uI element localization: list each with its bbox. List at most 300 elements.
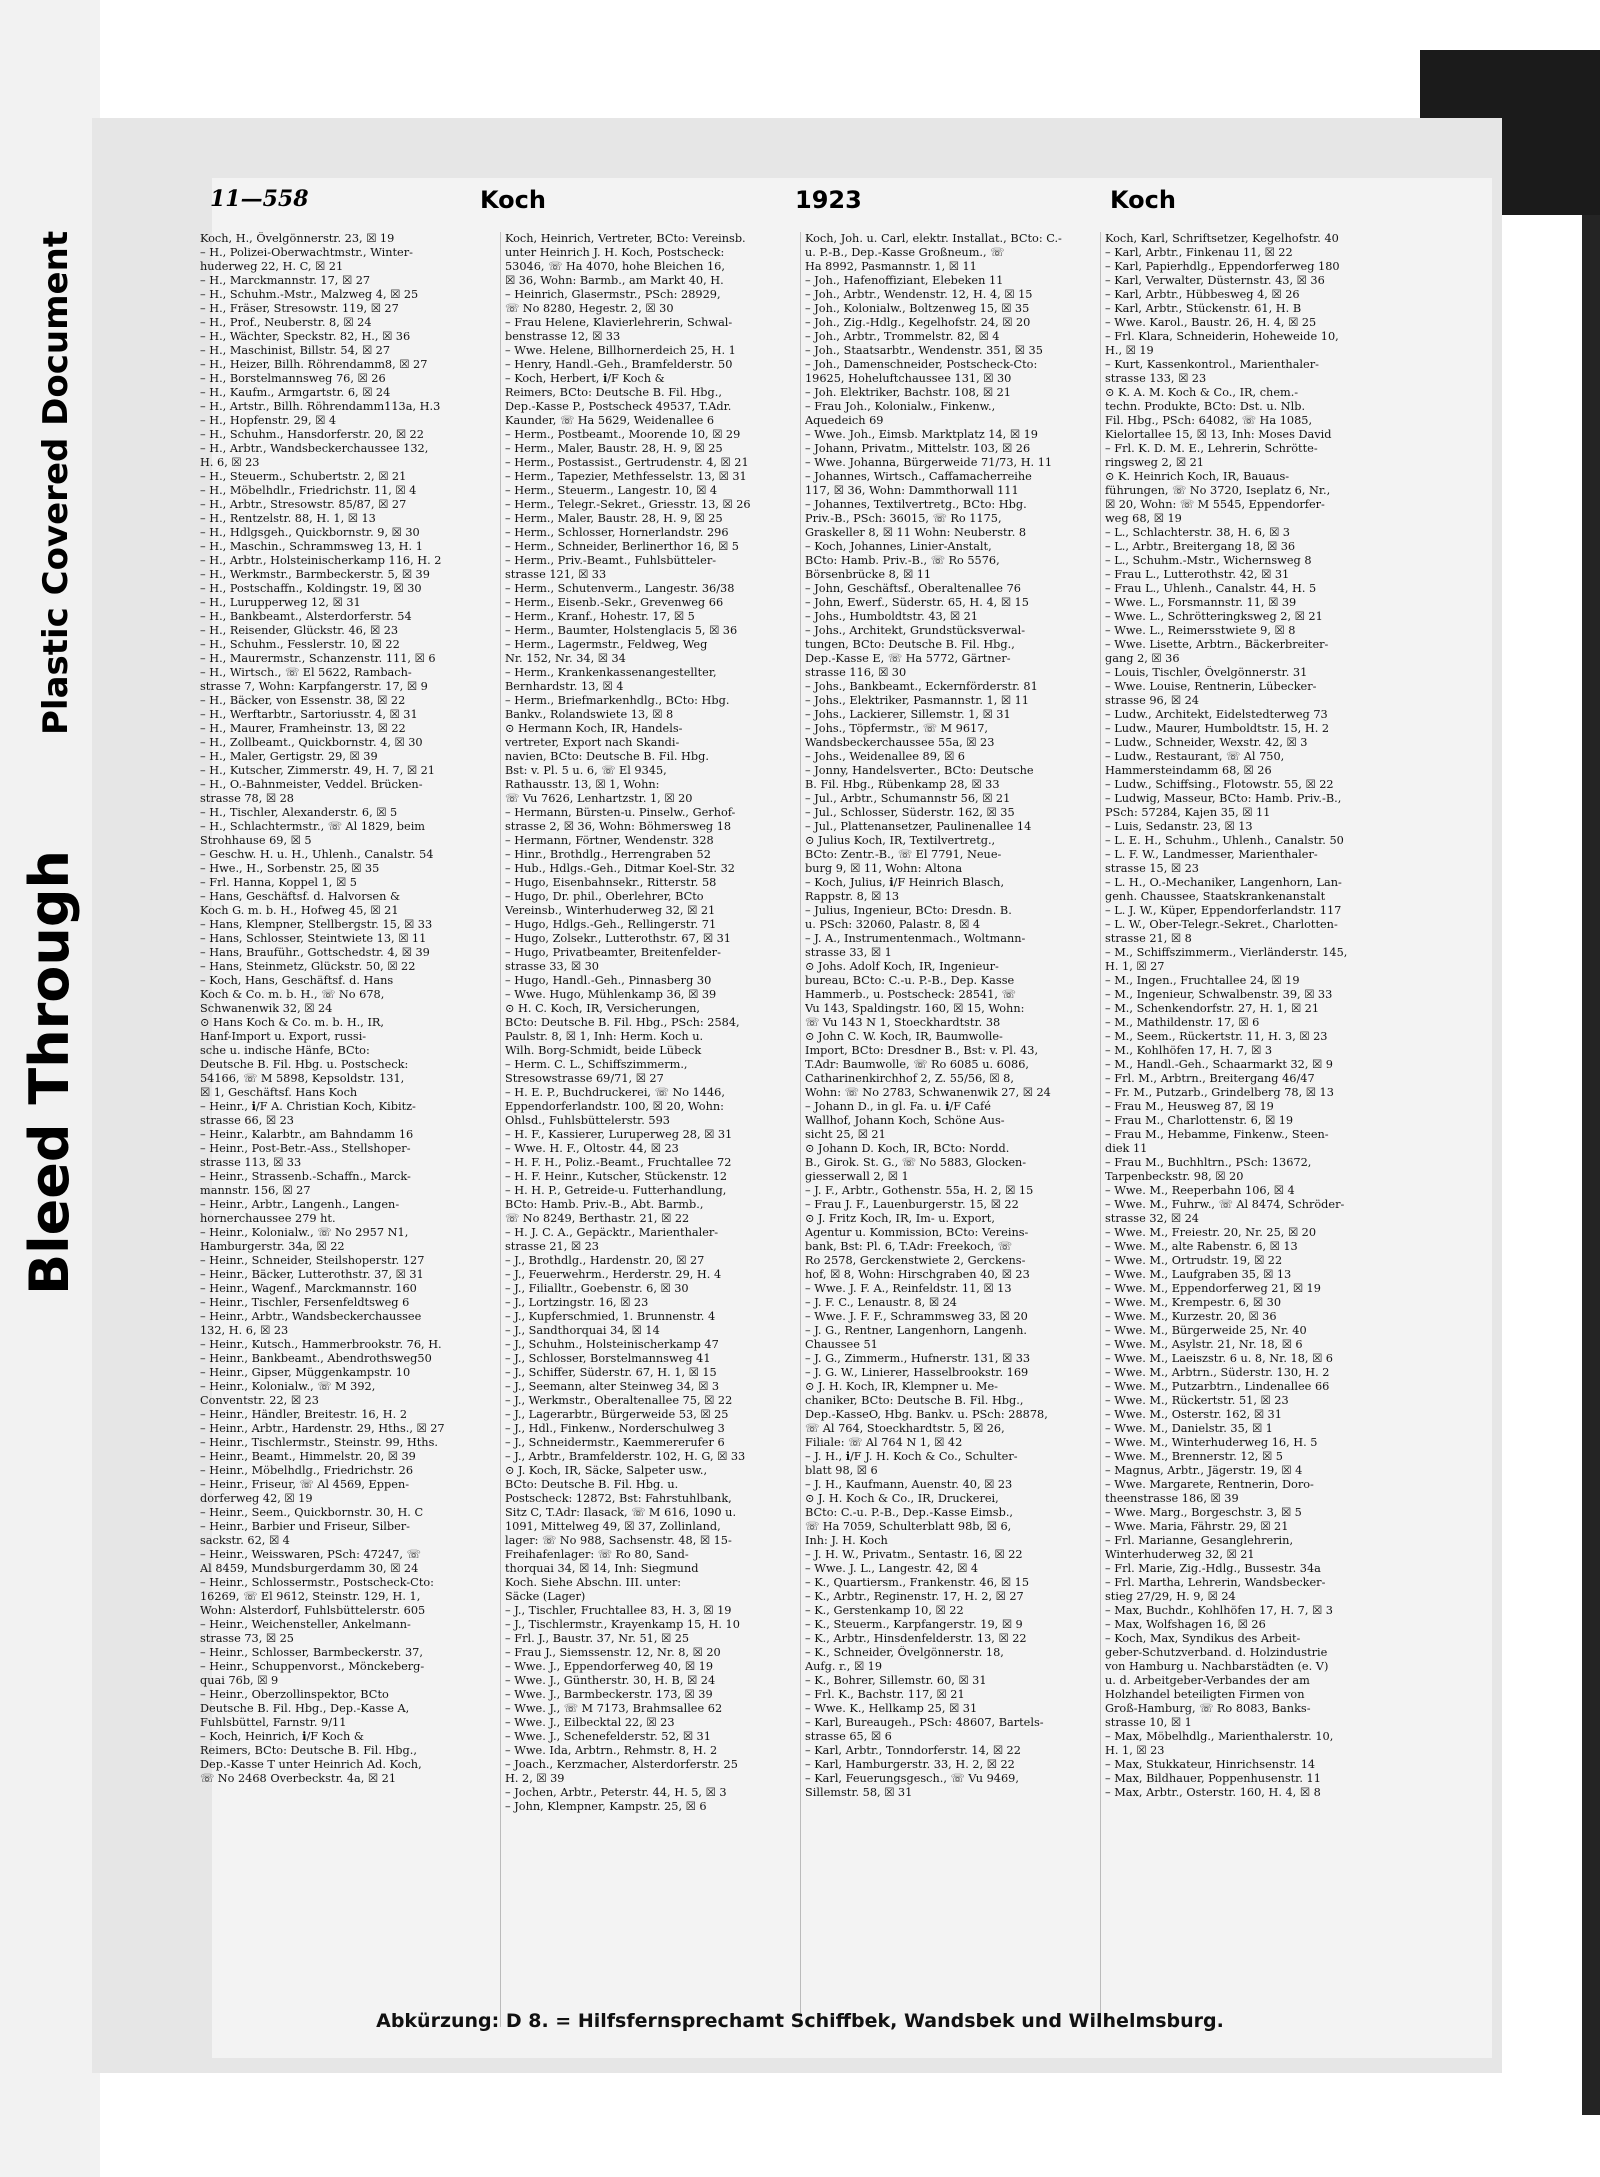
directory-entry: – H., Wächter, Speckstr. 82, H., ☒ 36 (200, 330, 411, 343)
directory-entry: – M., Seem., Rückertstr. 11, H. 3, ☒ 23 (1105, 1030, 1328, 1043)
directory-entry: stieg 27/29, H. 9, ☒ 24 (1105, 1590, 1236, 1603)
directory-entry: Wohn: Alsterdorf, Fuhlsbüttelerstr. 605 (200, 1604, 426, 1617)
directory-entry: – Herm., Steuerm., Langestr. 10, ☒ 4 (505, 484, 718, 497)
directory-entry: Koch, Joh. u. Carl, elektr. Installat., BCto: C.- (805, 232, 1062, 245)
directory-entry: Hamburgerstr. 34a, ☒ 22 (200, 1240, 345, 1253)
directory-entry: – Heinr., Beamt., Himmelstr. 20, ☒ 39 (200, 1450, 416, 1463)
directory-entry: Filiale: ☏ Al 764 N 1, ☒ 42 (805, 1436, 963, 1449)
directory-entry: vertreter, Export nach Skandi- (505, 736, 680, 749)
directory-column-1 (200, 232, 490, 2027)
directory-entry: – Wwe. M., Fuhrw., ☏ Al 8474, Schröder- (1105, 1198, 1345, 1211)
directory-entry: Bst: v. Pl. 5 u. 6, ☏ El 9345, (505, 764, 667, 777)
directory-entry: – K., Bohrer, Sillemstr. 60, ☒ 31 (805, 1674, 987, 1687)
footer-abbreviation-note: Abkürzung: D 8. = Hilfsfernsprechamt Schiffbek, Wandsbek und Wilhelmsburg. (376, 2010, 1224, 2032)
directory-entry: – H., Marckmannstr. 17, ☒ 27 (200, 274, 371, 287)
directory-entry: 16269, ☏ El 9612, Steinstr. 129, H. 1, (200, 1590, 421, 1603)
directory-entry: – H., Wirtsch., ☏ El 5622, Rambach- (200, 666, 412, 679)
directory-entry: Inh: J. H. Koch (805, 1534, 888, 1547)
directory-entry: strasse 15, ☒ 23 (1105, 862, 1199, 875)
directory-entry: Chaussee 51 (805, 1338, 878, 1351)
directory-column-4 (1100, 232, 1390, 2027)
directory-entry: – Fr. M., Putzarb., Grindelberg 78, ☒ 13 (1105, 1086, 1334, 1099)
directory-entry: – K., Schneider, Övelgönnerstr. 18, (805, 1646, 1004, 1659)
scan-shadow-right-edge (1582, 215, 1600, 2115)
directory-entry: ⊙ Hermann Koch, IR, Handels- (505, 722, 683, 735)
directory-entry: – Heinr., Kolonialw., ☏ M 392, (200, 1380, 376, 1393)
directory-entry: – H., Kutscher, Zimmerstr. 49, H. 7, ☒ 21 (200, 764, 435, 777)
directory-entry: – Johs., Weidenallee 89, ☒ 6 (805, 750, 965, 763)
directory-entry: – H. J. C. A., Gepäcktr., Marienthaler- (505, 1226, 719, 1239)
directory-entry: – Jochen, Arbtr., Peterstr. 44, H. 5, ☒ 3 (505, 1786, 727, 1799)
directory-entry: – Herm., Briefmarkenhdlg., BCto: Hbg. (505, 694, 730, 707)
directory-entry: – Heinr., Strassenb.-Schaffn., Marck- (200, 1170, 411, 1183)
directory-entry: hof, ☒ 8, Wohn: Hirschgraben 40, ☒ 23 (805, 1268, 1030, 1281)
directory-entry: Bernhardstr. 13, ☒ 4 (505, 680, 624, 693)
directory-entry: ⊙ Johs. Adolf Koch, IR, Ingenieur- (805, 960, 999, 973)
header-right-word: Koch (1110, 186, 1176, 214)
directory-entry: – Hugo, Privatbeamter, Breitenfelder- (505, 946, 721, 959)
directory-entry: ☏ No 8249, Berthastr. 21, ☒ 22 (505, 1212, 690, 1225)
directory-entry: PSch: 57284, Kajen 35, ☒ 11 (1105, 806, 1271, 819)
directory-entry: – K., Gerstenkamp 10, ☒ 22 (805, 1604, 964, 1617)
directory-entry: – J., Kupferschmied, 1. Brunnenstr. 4 (505, 1310, 716, 1323)
directory-entry: – Koch, Hans, Geschäftsf. d. Hans (200, 974, 394, 987)
directory-entry: – Heinr., Bäcker, Lutterothstr. 37, ☒ 31 (200, 1268, 424, 1281)
directory-entry: sackstr. 62, ☒ 4 (200, 1534, 290, 1547)
directory-entry: H., ☒ 19 (1105, 344, 1154, 357)
directory-entry: 19625, Hoheluftchaussee 131, ☒ 30 (805, 372, 1012, 385)
directory-entry: – Wwe. M., Brennerstr. 12, ☒ 5 (1105, 1450, 1283, 1463)
directory-entry: – Wwe. M., Laufgraben 35, ☒ 13 (1105, 1268, 1292, 1281)
directory-entry: Deutsche B. Fil. Hbg., Dep.-Kasse A, (200, 1702, 410, 1715)
directory-entry: – J., Brothdlg., Hardenstr. 20, ☒ 27 (505, 1254, 705, 1267)
directory-entry: – L. E. H., Schuhm., Uhlenh., Canalstr. 50 (1105, 834, 1344, 847)
header-year: 1923 (795, 186, 862, 214)
directory-entry: – Wwe. J. L., Langestr. 42, ☒ 4 (805, 1562, 979, 1575)
directory-entry: – Heinr., Schneider, Steilshoperstr. 127 (200, 1254, 425, 1267)
directory-entry: – Koch, Julius, ℹ/F Heinrich Blasch, (805, 876, 1005, 889)
directory-entry: – H., Polizei-Oberwachtmstr., Winter- (200, 246, 413, 259)
directory-entry: – Herm., Tapezier, Methfesselstr. 13, ☒ 31 (505, 470, 747, 483)
directory-entry: Hammersteindamm 68, ☒ 26 (1105, 764, 1272, 777)
directory-entry: – Wwe. M., Krempestr. 6, ☒ 30 (1105, 1296, 1282, 1309)
directory-entry: – Herm., Maler, Baustr. 28, H. 9, ☒ 25 (505, 512, 723, 525)
directory-entry: – Heinr., Händler, Breitestr. 16, H. 2 (200, 1408, 408, 1421)
directory-entry: – Wwe. M., Asylstr. 21, Nr. 18, ☒ 6 (1105, 1338, 1303, 1351)
directory-entry: – Johannes, Textilvertretg., BCto: Hbg. (805, 498, 1027, 511)
directory-entry: – Johannes, Wirtsch., Caffamacherreihe (805, 470, 1032, 483)
directory-entry: ☏ Al 764, Stoeckhardtstr. 5, ☒ 26, (805, 1422, 1005, 1435)
directory-entry: – Johs., Lackierer, Sillemstr. 1, ☒ 31 (805, 708, 1011, 721)
directory-entry: führungen, ☏ No 3720, Iseplatz 6, Nr., (1105, 484, 1331, 497)
directory-entry: – Heinr., Weisswaren, PSch: 47247, ☏ (200, 1548, 421, 1561)
directory-entry: – Julius, Ingenieur, BCto: Dresdn. B. (805, 904, 1012, 917)
directory-entry: H. 1, ☒ 23 (1105, 1744, 1165, 1757)
directory-entry: Wallhof, Johann Koch, Schöne Aus- (805, 1114, 1005, 1127)
directory-entry: ⊙ Julius Koch, IR, Textilvertretg., (805, 834, 996, 847)
directory-entry: – Johs., Töpfermstr., ☏ M 9617, (805, 722, 989, 735)
directory-entry: 117, ☒ 36, Wohn: Dammthorwall 111 (805, 484, 1019, 497)
directory-entry: sicht 25, ☒ 21 (805, 1128, 886, 1141)
directory-entry: H. 1, ☒ 27 (1105, 960, 1165, 973)
directory-entry: Dep.-Kasse T unter Heinrich Ad. Koch, (200, 1758, 422, 1771)
directory-entry: – Johann, Privatm., Mittelstr. 103, ☒ 26 (805, 442, 1031, 455)
directory-entry: – Koch, Herbert, ℹ/F Koch & (505, 372, 665, 385)
directory-entry: – Karl, Arbtr., Tonndorferstr. 14, ☒ 22 (805, 1744, 1021, 1757)
directory-entry: – Frl. K. D. M. E., Lehrerin, Schrötte- (1105, 442, 1318, 455)
directory-entry: – Wwe. K., Hellkamp 25, ☒ 31 (805, 1702, 978, 1715)
directory-entry: strasse 96, ☒ 24 (1105, 694, 1199, 707)
directory-entry: Groß-Hamburg, ☏ Ro 8083, Banks- (1105, 1702, 1311, 1715)
directory-entry: – Frl. Klara, Schneiderin, Hoheweide 10, (1105, 330, 1339, 343)
directory-entry: – H., Maschin., Schrammsweg 13, H. 1 (200, 540, 423, 553)
directory-entry: – Heinr., Gipser, Müggenkampstr. 10 (200, 1366, 411, 1379)
directory-entry: – Koch, Heinrich, ℹ/F Koch & (200, 1730, 364, 1743)
directory-entry: – H., Arbtr., Wandsbeckerchaussee 132, (200, 442, 429, 455)
directory-entry: ☏ No 2468 Overbeckstr. 4a, ☒ 21 (200, 1772, 397, 1785)
directory-entry: ⊙ J. Fritz Koch, IR, Im- u. Export, (805, 1212, 995, 1225)
directory-entry: Koch, Heinrich, Vertreter, BCto: Vereinsb. (505, 232, 746, 245)
directory-entry: Börsenbrücke 8, ☒ 11 (805, 568, 932, 581)
directory-entry: Dep.-Kasse E, ☏ Ha 5772, Gärtner- (805, 652, 1011, 665)
directory-entry: H. 2, ☒ 39 (505, 1772, 565, 1785)
directory-entry: – H., Zollbeamt., Quickbornstr. 4, ☒ 30 (200, 736, 423, 749)
directory-entry: – Wwe. H. F., Oltostr. 44, ☒ 23 (505, 1142, 679, 1155)
directory-entry: strasse 133, ☒ 23 (1105, 372, 1207, 385)
directory-entry: – Wwe. M., Osterstr. 162, ☒ 31 (1105, 1408, 1282, 1421)
directory-entry: – Herm., Telegr.-Sekret., Griesstr. 13, ☒ 26 (505, 498, 751, 511)
directory-entry: – Karl, Papierhdlg., Eppendorferweg 180 (1105, 260, 1340, 273)
directory-entry: Dep.-KasseO, Hbg. Bankv. u. PSch: 28878, (805, 1408, 1048, 1421)
side-label-bleed-through: Bleed Through (18, 850, 81, 1295)
directory-entry: Sitz C, T.Adr: Ilasack, ☏ M 616, 1090 u. (505, 1506, 737, 1519)
directory-entry: geber-Schutzverband. d. Holzindustrie (1105, 1646, 1328, 1659)
directory-entry: ⊙ John C. W. Koch, IR, Baumwolle- (805, 1030, 1003, 1043)
directory-entry: Bankv., Rolandswiete 13, ☒ 8 (505, 708, 674, 721)
directory-entry: benstrasse 12, ☒ 33 (505, 330, 621, 343)
directory-entry: – Wwe. M., Arbtrn., Süderstr. 130, H. 2 (1105, 1366, 1330, 1379)
directory-entry: – H., Arbtr., Stresowstr. 85/87, ☒ 27 (200, 498, 407, 511)
directory-entry: – Johann D., in gl. Fa. u. ℹ/F Café (805, 1100, 991, 1113)
directory-entry: – Heinrich, Glasermstr., PSch: 28929, (505, 288, 721, 301)
directory-entry: ⊙ K. Heinrich Koch, IR, Bauaus- (1105, 470, 1290, 483)
directory-entry: – Hans, Geschäftsf. d. Halvorsen & (200, 890, 401, 903)
directory-entry: – Wwe. Lisette, Arbtrn., Bäckerbreiter- (1105, 638, 1329, 651)
directory-entry: Import, BCto: Dresdner B., Bst: v. Pl. 43, (805, 1044, 1039, 1057)
directory-entry: – Heinr., Bankbeamt., Abendrothsweg50 (200, 1352, 432, 1365)
directory-entry: u. PSch: 32060, Palastr. 8, ☒ 4 (805, 918, 981, 931)
directory-entry: – H., Artstr., Billh. Röhrendamm113a, H.3 (200, 400, 441, 413)
directory-entry: – Wwe. J. F. F., Schrammsweg 33, ☒ 20 (805, 1310, 1028, 1323)
directory-column-2 (500, 232, 790, 2027)
directory-entry: – John, Klempner, Kampstr. 25, ☒ 6 (505, 1800, 707, 1813)
directory-entry: – K., Arbtr., Hinsdenfelderstr. 13, ☒ 22 (805, 1632, 1027, 1645)
directory-entry: – Joh., Staatsarbtr., Wendenstr. 351, ☒ 35 (805, 344, 1043, 357)
directory-entry: – J. F., Arbtr., Gothenstr. 55a, H. 2, ☒ 15 (805, 1184, 1034, 1197)
directory-entry: – Ludw., Architekt, Eidelstedterweg 73 (1105, 708, 1328, 721)
directory-entry: – Wwe. M., Kurzestr. 20, ☒ 36 (1105, 1310, 1277, 1323)
directory-column-3 (800, 232, 1090, 2027)
directory-entry: – L., Arbtr., Breitergang 18, ☒ 36 (1105, 540, 1296, 553)
directory-entry: – H., Hdlgsgeh., Quickbornstr. 9, ☒ 30 (200, 526, 420, 539)
directory-entry: – Max, Wolfshagen 16, ☒ 26 (1105, 1618, 1266, 1631)
directory-entry: – J. G., Rentner, Langenhorn, Langenh. (805, 1324, 1027, 1337)
directory-entry: – Hinr., Brothdlg., Herrengraben 52 (505, 848, 711, 861)
directory-entry: – M., Mathildenstr. 17, ☒ 6 (1105, 1016, 1260, 1029)
directory-entry: BCto: Hamb. Priv.-B., Abt. Barmb., (505, 1198, 704, 1211)
directory-entry: – Hermann, Bürsten-u. Pinselw., Gerhof- (505, 806, 736, 819)
directory-entry: – Johs., Humboldtstr. 43, ☒ 21 (805, 610, 978, 623)
directory-entry: – Joach., Kerzmacher, Alsterdorferstr. 25 (505, 1758, 738, 1771)
directory-entry: – Wwe. J., Schenefelderstr. 52, ☒ 31 (505, 1730, 711, 1743)
directory-entry: – H., Schuhm., Hansdorferstr. 20, ☒ 22 (200, 428, 424, 441)
directory-entry: – Herm., Krankenkassenangestellter, (505, 666, 717, 679)
directory-entry: BCto: Deutsche B. Fil. Hbg. u. (505, 1478, 679, 1491)
directory-entry: – J. F. C., Lenaustr. 8, ☒ 24 (805, 1296, 957, 1309)
directory-entry: – K., Quartiersm., Frankenstr. 46, ☒ 15 (805, 1576, 1030, 1589)
directory-entry: – L. F. W., Landmesser, Marienthaler- (1105, 848, 1318, 861)
directory-entry: ☏ Vu 7626, Lenhartzstr. 1, ☒ 20 (505, 792, 693, 805)
directory-entry: Koch, Karl, Schriftsetzer, Kegelhofstr. 40 (1105, 232, 1339, 245)
directory-entry: – Joh. Elektriker, Bachstr. 108, ☒ 21 (805, 386, 1011, 399)
directory-entry: – Geschw. H. u. H., Uhlenh., Canalstr. 54 (200, 848, 434, 861)
directory-entry: – Frau J. F., Lauenburgerstr. 15, ☒ 22 (805, 1198, 1019, 1211)
directory-entry: – J., Lortzingstr. 16, ☒ 23 (505, 1296, 649, 1309)
directory-entry: quai 76b, ☒ 9 (200, 1674, 279, 1687)
directory-entry: – Herm., Baumter, Holstenglacis 5, ☒ 36 (505, 624, 738, 637)
header-left-word: Koch (480, 186, 546, 214)
directory-entry: strasse 32, ☒ 24 (1105, 1212, 1199, 1225)
directory-entry: 1091, Mittelweg 49, ☒ 37, Zollinland, (505, 1520, 721, 1533)
directory-entry: Aquedeich 69 (805, 414, 884, 427)
directory-entry: – H. F. Heinr., Kutscher, Stückenstr. 12 (505, 1170, 728, 1183)
directory-entry: ☏ No 8280, Hegestr. 2, ☒ 30 (505, 302, 674, 315)
directory-entry: Priv.-B., PSch: 36015, ☏ Ro 1175, (805, 512, 1002, 525)
directory-entry: strasse 66, ☒ 23 (200, 1114, 294, 1127)
directory-entry: diek 11 (1105, 1142, 1148, 1155)
directory-entry: Wilh. Borg-Schmidt, beide Lübeck (505, 1044, 702, 1057)
directory-entry: – Joh., Arbtr., Trommelstr. 82, ☒ 4 (805, 330, 1000, 343)
directory-entry: – Frau Helene, Klavierlehrerin, Schwal- (505, 316, 733, 329)
directory-entry: – Hub., Hdlgs.-Geh., Ditmar Koel-Str. 32 (505, 862, 735, 875)
directory-entry: 132, H. 6, ☒ 23 (200, 1324, 289, 1337)
directory-entry: – H., Maschinist, Billstr. 54, ☒ 27 (200, 344, 391, 357)
directory-entry: – Heinr., Wagenf., Marckmannstr. 160 (200, 1282, 417, 1295)
directory-entry: – John, Geschäftsf., Oberaltenallee 76 (805, 582, 1021, 595)
directory-entry: chaniker, BCto: Deutsche B. Fil. Hbg., (805, 1394, 1024, 1407)
directory-entry: – Heinr., Barbier und Friseur, Silber- (200, 1520, 410, 1533)
directory-entry: – Ludw., Schiffsing., Flotowstr. 55, ☒ 22 (1105, 778, 1334, 791)
directory-entry: – Heinr., ℹ/F A. Christian Koch, Kibitz- (200, 1100, 416, 1113)
directory-entry: thorquai 34, ☒ 14, Inh: Siegmund (505, 1562, 699, 1575)
directory-entry: BCto: Zentr.-B., ☏ El 7791, Neue- (805, 848, 1002, 861)
directory-entry: Agentur u. Kommission, BCto: Vereins- (805, 1226, 1029, 1239)
directory-entry: – Herm., Priv.-Beamt., Fuhlsbütteler- (505, 554, 717, 567)
directory-entry: – H., Borstelmannsweg 76, ☒ 26 (200, 372, 386, 385)
directory-entry: – H., Möbelhdlr., Friedrichstr. 11, ☒ 4 (200, 484, 417, 497)
directory-entry: – Herm., Schutenverm., Langestr. 36/38 (505, 582, 735, 595)
directory-entry: – Jul., Arbtr., Schumannstr 56, ☒ 21 (805, 792, 1011, 805)
directory-entry: – Heinr., Arbtr., Hardenstr. 29, Hths., ☒ 27 (200, 1422, 445, 1435)
directory-entry: – Wwe. M., Freiestr. 20, Nr. 25, ☒ 20 (1105, 1226, 1317, 1239)
directory-entry: B., Girok. St. G., ☏ No 5883, Glocken- (805, 1156, 1027, 1169)
directory-entry: – H., Hopfenstr. 29, ☒ 4 (200, 414, 337, 427)
directory-entry: – John, Ewerf., Süderstr. 65, H. 4, ☒ 15 (805, 596, 1029, 609)
directory-entry: Reimers, BCto: Deutsche B. Fil. Hbg., (505, 386, 722, 399)
directory-entry: BCto: Hamb. Priv.-B., ☏ Ro 5576, (805, 554, 1000, 567)
directory-entry: H. 6, ☒ 23 (200, 456, 260, 469)
directory-entry: – K., Steuerm., Karpfangerstr. 19, ☒ 9 (805, 1618, 1023, 1631)
directory-entry: Koch G. m. b. H., Hofweg 45, ☒ 21 (200, 904, 399, 917)
directory-entry: – Frau Joh., Kolonialw., Finkenw., (805, 400, 996, 413)
directory-entry: ⊙ Johann D. Koch, IR, BCto: Nordd. (805, 1142, 1010, 1155)
directory-entry: – Wwe. Louise, Rentnerin, Lübecker- (1105, 680, 1317, 693)
directory-entry: – J., Schneidermstr., Kaemmererufer 6 (505, 1436, 725, 1449)
directory-entry: – Frau M., Heusweg 87, ☒ 19 (1105, 1100, 1274, 1113)
directory-entry: – M., Ingen., Fruchtallee 24, ☒ 19 (1105, 974, 1300, 987)
directory-entry: – J., Tischlermstr., Krayenkamp 15, H. 10 (505, 1618, 740, 1631)
directory-entry: – Hans, Brauführ., Gottschedstr. 4, ☒ 39 (200, 946, 430, 959)
directory-entry: Vu 143, Spaldingstr. 160, ☒ 15, Wohn: (805, 1002, 1025, 1015)
directory-entry: Rappstr. 8, ☒ 13 (805, 890, 900, 903)
directory-entry: – Wwe. M., Eppendorferweg 21, ☒ 19 (1105, 1282, 1321, 1295)
directory-entry: – H. F., Kassierer, Luruperweg 28, ☒ 31 (505, 1128, 733, 1141)
directory-entry: – J., Hdl., Finkenw., Norderschulweg 3 (505, 1422, 725, 1435)
directory-entry: – Wwe. L., Schrötteringksweg 2, ☒ 21 (1105, 610, 1323, 623)
directory-entry: – H. F. H., Poliz.-Beamt., Fruchtallee 72 (505, 1156, 732, 1169)
directory-entry: strasse 65, ☒ 6 (805, 1730, 892, 1743)
directory-entry: – Karl, Bureaugeh., PSch: 48607, Bartels- (805, 1716, 1044, 1729)
directory-entry: – L. W., Ober-Telegr.-Sekret., Charlotten- (1105, 918, 1338, 931)
directory-entry: – Frau L., Uhlenh., Canalstr. 44, H. 5 (1105, 582, 1317, 595)
directory-entry: – H., Werkmstr., Barmbeckerstr. 5, ☒ 39 (200, 568, 430, 581)
directory-columns (200, 232, 1390, 2027)
directory-entry: strasse 33, ☒ 1 (805, 946, 892, 959)
directory-entry: BCto: C.-u. P.-B., Dep.-Kasse Eimsb., (805, 1506, 1014, 1519)
directory-entry: Freihafenlager: ☏ Ro 80, Sand- (505, 1548, 689, 1561)
directory-entry: Koch, H., Övelgönnerstr. 23, ☒ 19 (200, 232, 395, 245)
directory-entry: – Karl, Arbtr., Finkenau 11, ☒ 22 (1105, 246, 1293, 259)
directory-entry: Hammerb., u. Postscheck: 28541, ☏ (805, 988, 1016, 1001)
directory-entry: – Max, Möbelhdlg., Marienthalerstr. 10, (1105, 1730, 1334, 1743)
directory-entry: – H., Maurer, Framheinstr. 13, ☒ 22 (200, 722, 406, 735)
directory-entry: Al 8459, Mundsburgerdamm 30, ☒ 24 (200, 1562, 419, 1575)
directory-entry: – L., Schlachterstr. 38, H. 6, ☒ 3 (1105, 526, 1290, 539)
directory-entry: ☒ 20, Wohn: ☏ M 5545, Eppendorfer- (1105, 498, 1325, 511)
directory-entry: Deutsche B. Fil. Hbg. u. Postscheck: (200, 1058, 409, 1071)
directory-entry: – Wwe. M., Reeperbahn 106, ☒ 4 (1105, 1184, 1295, 1197)
directory-entry: – H., Schlachtermstr., ☏ Al 1829, beim (200, 820, 426, 833)
directory-entry: – Wwe. J., Eilbecktal 22, ☒ 23 (505, 1716, 675, 1729)
directory-entry: – J., Tischler, Fruchtallee 83, H. 3, ☒ 19 (505, 1604, 732, 1617)
directory-entry: – Max, Buchdr., Kohlhöfen 17, H. 7, ☒ 3 (1105, 1604, 1333, 1617)
directory-entry: – Frau M., Hebamme, Finkenw., Steen- (1105, 1128, 1329, 1141)
directory-entry: – H., Schuhm., Fesslerstr. 10, ☒ 22 (200, 638, 400, 651)
directory-entry: – Heinr., Kolonialw., ☏ No 2957 N1, (200, 1226, 409, 1239)
directory-entry: 54166, ☏ M 5898, Kepsoldstr. 131, (200, 1072, 405, 1085)
directory-entry: – J., Feuerwehrm., Herderstr. 29, H. 4 (505, 1268, 722, 1281)
directory-entry: – M., Handl.-Geh., Schaarmarkt 32, ☒ 9 (1105, 1058, 1333, 1071)
directory-entry: ⊙ J. Koch, IR, Säcke, Salpeter usw., (505, 1464, 708, 1477)
directory-entry: – Hans, Schlosser, Steintwiete 13, ☒ 11 (200, 932, 427, 945)
directory-entry: – Wwe. J., Güntherstr. 30, H. B, ☒ 24 (505, 1674, 716, 1687)
directory-entry: – Heinr., Weichensteller, Ankelmann- (200, 1618, 411, 1631)
directory-entry: – Max, Bildhauer, Poppenhusenstr. 11 (1105, 1772, 1321, 1785)
directory-entry: – H., Lurupperweg 12, ☒ 31 (200, 596, 361, 609)
directory-entry: 53046, ☏ Ha 4070, hohe Bleichen 16, (505, 260, 725, 273)
directory-entry: Aufg. r., ☒ 19 (805, 1660, 883, 1673)
directory-entry: – Wwe. M., Ortrudstr. 19, ☒ 22 (1105, 1254, 1283, 1267)
directory-entry: Catharinenkirchhof 2, Z. 55/56, ☒ 8, (805, 1072, 1014, 1085)
directory-entry: – Karl, Verwalter, Düsternstr. 43, ☒ 36 (1105, 274, 1325, 287)
directory-entry: mannstr. 156, ☒ 27 (200, 1184, 311, 1197)
page-header (210, 180, 1390, 225)
directory-entry: – Wwe. M., Putzarbtrn., Lindenallee 66 (1105, 1380, 1330, 1393)
directory-entry: – Wwe. Hugo, Mühlenkamp 36, ☒ 39 (505, 988, 717, 1001)
directory-entry: strasse 21, ☒ 23 (505, 1240, 599, 1253)
directory-entry: ☏ Ha 7059, Schulterblatt 98b, ☒ 6, (805, 1520, 1012, 1533)
directory-entry: – Wwe. Johanna, Bürgerweide 71/73, H. 11 (805, 456, 1053, 469)
directory-entry: ⊙ H. C. Koch, IR, Versicherungen, (505, 1002, 701, 1015)
directory-entry: – Frau M., Buchhltrn., PSch: 13672, (1105, 1156, 1312, 1169)
directory-entry: – Hwe., H., Sorbenstr. 25, ☒ 35 (200, 862, 380, 875)
directory-entry: – J., Seemann, alter Steinweg 34, ☒ 3 (505, 1380, 720, 1393)
directory-entry: – Wwe. J., Barmbeckerstr. 173, ☒ 39 (505, 1688, 713, 1701)
directory-entry: – H., Maler, Gertigstr. 29, ☒ 39 (200, 750, 378, 763)
directory-entry: – Heinr., Möbelhdlg., Friedrichstr. 26 (200, 1464, 414, 1477)
directory-entry: – Heinr., Tischler, Fersenfeldtsweg 6 (200, 1296, 410, 1309)
directory-entry: – Henry, Handl.-Geh., Bramfelderstr. 50 (505, 358, 733, 371)
directory-entry: Fuhlsbüttel, Farnstr. 9/11 (200, 1716, 347, 1729)
directory-entry: – Hermann, Förtner, Wendenstr. 328 (505, 834, 714, 847)
directory-entry: – Joh., Hafenoffiziant, Elebeken 11 (805, 274, 1004, 287)
directory-entry: – Frl. Marie, Zig.-Hdlg., Bussestr. 34a (1105, 1562, 1321, 1575)
directory-entry: – H., Heizer, Billh. Röhrendamm8, ☒ 27 (200, 358, 428, 371)
directory-entry: – Joh., Zig.-Hdlg., Kegelhofstr. 24, ☒ 20 (805, 316, 1031, 329)
directory-entry: – Joh., Arbtr., Wendenstr. 12, H. 4, ☒ 15 (805, 288, 1033, 301)
directory-entry: – Koch, Max, Syndikus des Arbeit- (1105, 1632, 1301, 1645)
directory-entry: – M., Ingenieur, Schwalbenstr. 39, ☒ 33 (1105, 988, 1333, 1001)
directory-entry: – L. J. W., Küper, Eppendorferlandstr. 117 (1105, 904, 1342, 917)
directory-entry: blatt 98, ☒ 6 (805, 1464, 878, 1477)
directory-entry: Conventstr. 22, ☒ 23 (200, 1394, 319, 1407)
directory-entry: – J., Schiffer, Süderstr. 67, H. 1, ☒ 15 (505, 1366, 717, 1379)
directory-entry: sche u. indische Hänfe, BCto: (200, 1044, 370, 1057)
directory-entry: – Hugo, Hdlgs.-Geh., Rellingerstr. 71 (505, 918, 717, 931)
directory-entry: – Wwe. M., Laeiszstr. 6 u. 8, Nr. 18, ☒ 6 (1105, 1352, 1333, 1365)
directory-entry: – J., Werkmstr., Oberaltenallee 75, ☒ 22 (505, 1394, 733, 1407)
directory-entry: – H., Schuhm.-Mstr., Malzweg 4, ☒ 25 (200, 288, 419, 301)
directory-entry: bureau, BCto: C.-u. P.-B., Dep. Kasse (805, 974, 1015, 987)
directory-entry: – Herm., Kranf., Hohestr. 17, ☒ 5 (505, 610, 695, 623)
directory-entry: – Frau J., Siemssenstr. 12, Nr. 8, ☒ 20 (505, 1646, 721, 1659)
directory-entry: – Heinr., Tischlermstr., Steinstr. 99, Hths. (200, 1436, 438, 1449)
directory-entry: – Wwe. J., Eppendorferweg 40, ☒ 19 (505, 1660, 714, 1673)
directory-entry: – Wwe. Karol., Baustr. 26, H. 4, ☒ 25 (1105, 316, 1317, 329)
directory-entry: strasse 2, ☒ 36, Wohn: Böhmersweg 18 (505, 820, 732, 833)
directory-entry: – H., Fräser, Stresowstr. 119, ☒ 27 (200, 302, 399, 315)
directory-entry: – J. H., Kaufmann, Auenstr. 40, ☒ 23 (805, 1478, 1013, 1491)
directory-entry: Ha 8992, Pasmannstr. 1, ☒ 11 (805, 260, 977, 273)
directory-entry: – Heinr., Schlosser, Barmbeckerstr. 37, (200, 1646, 423, 1659)
directory-entry: – Wwe. Marg., Borgeschstr. 3, ☒ 5 (1105, 1506, 1302, 1519)
directory-entry: Graskeller 8, ☒ 11 Wohn: Neuberstr. 8 (805, 526, 1027, 539)
directory-entry: Strohhause 69, ☒ 5 (200, 834, 312, 847)
directory-entry: Fil. Hbg., PSch: 64082, ☏ Ha 1085, (1105, 414, 1313, 427)
directory-entry: Winterhuderweg 32, ☒ 21 (1105, 1548, 1255, 1561)
directory-entry: hornerchaussee 279 ht. (200, 1212, 336, 1225)
directory-entry: ☏ Vu 143 N 1, Stoeckhardtstr. 38 (805, 1016, 1001, 1029)
